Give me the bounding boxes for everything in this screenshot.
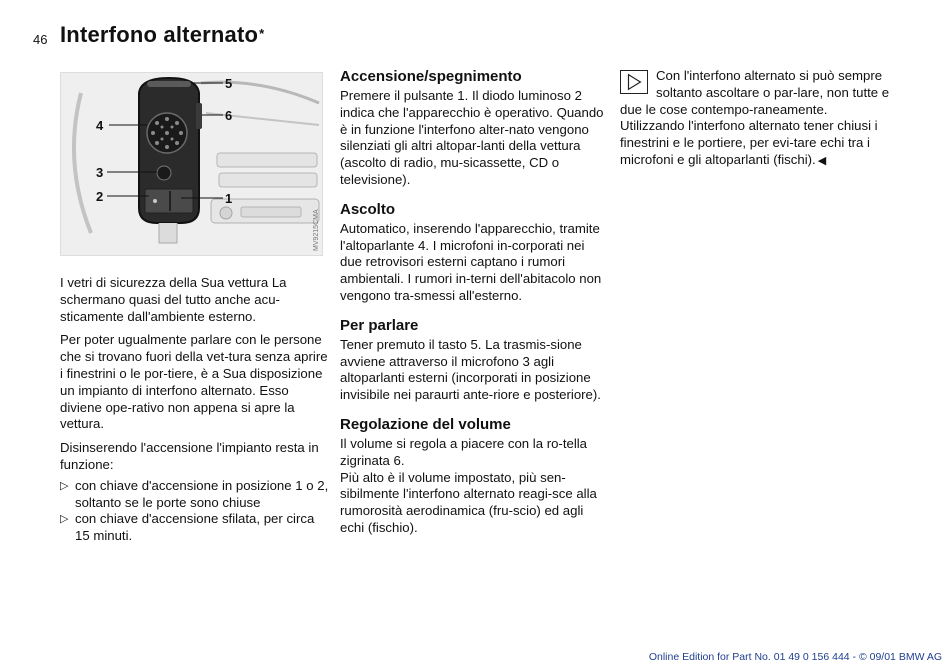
left-column: [60, 275, 330, 545]
section-text: Premere il pulsante 1. Il diodo luminoso 2 indica che l'apparecchio è operativo. Quando è in funzione l'interfono alter-nato vengono silenziati gli altri altopar-lanti della vettura (ascolto di radio, mu-sicassette, CD o televisione).: [340, 88, 604, 187]
callout-6: 6: [225, 108, 233, 123]
callout-4: 4: [96, 118, 104, 133]
note-triangle-icon: [620, 70, 648, 94]
section-heading: Per parlare: [340, 316, 419, 334]
section-per-parlare: [340, 317, 608, 404]
list-item: [60, 478, 330, 512]
list-item-text: con chiave d'accensione sfilata, per circa 15 minuti.: [75, 511, 315, 544]
paragraph: Per poter ugualmente parlare con le persone che si trovano fuori della vet-tura senza aprire i finestrini o le por-tiere, è a Sua disposizione un impianto di interfono alternato. Esso diviene ope-rativo non appena si apre la vettura.: [60, 332, 328, 432]
bullet-list: [60, 478, 330, 545]
right-column: [620, 68, 892, 170]
paragraph: Disinserendo l'accensione l'impianto resta in funzione:: [60, 440, 319, 472]
section-ascolto: [340, 201, 608, 305]
figure-code: MV9215CMA: [313, 209, 320, 251]
callout-3: 3: [96, 165, 104, 180]
callout-1: 1: [225, 191, 233, 206]
title-text: Interfono alternato: [60, 22, 259, 47]
triangle-bullet-icon: ▷: [60, 479, 69, 492]
page-number: 46: [33, 32, 48, 47]
section-heading: Regolazione del volume: [340, 415, 511, 433]
list-item: [60, 511, 330, 545]
end-mark-icon: ◀: [817, 154, 827, 167]
callout-2: 2: [96, 189, 104, 204]
list-item-text: con chiave d'accensione in posizione 1 o 2, soltanto se le porte sono chiuse: [75, 477, 329, 510]
middle-column: [340, 68, 608, 549]
section-volume: [340, 416, 608, 537]
note-text-2: Utilizzando l'interfono alternato tener chiusi i finestrini e le portiere, per evi-tare echi tra i microfoni e gli altoparlanti (fischi).: [620, 118, 878, 167]
paragraph: I vetri di sicurezza della Sua vettura La schermano quasi del tutto anche acu-sticamente dall'ambiente esterno.: [60, 275, 287, 324]
page-title: [60, 22, 264, 48]
note-text: Con l'interfono alternato si può sempre soltanto ascoltare o par-lare, non tutte e due le cose contempo-raneamente.: [620, 68, 890, 117]
title-asterisk: *: [259, 26, 265, 41]
section-text: Automatico, inserendo l'apparecchio, tramite l'altoparlante 4. I microfoni in-corporati nei due retrovisori esterni captano i rumori ambientali. I rumori in-terni dell'abitacolo non vengono tra-smessi all'esterno.: [340, 220, 602, 303]
footer-edition-note: Online Edition for Part No. 01 49 0 156 444 - © 09/01 BMW AG: [648, 651, 942, 663]
section-heading: Accensione/spegnimento: [340, 68, 522, 85]
section-text: Il volume si regola a piacere con la ro-tella zigrinata 6. Più alto è il volume impostato, più sen-sibilmente l'interfono alternato reagi-sce alla rumorosità aerodinamica (fru-scio) ed agli echi (fischio).: [340, 435, 597, 535]
section-accensione: [340, 68, 608, 189]
callout-5: 5: [225, 76, 233, 91]
intercom-control-illustration: [60, 72, 323, 256]
section-text: Tener premuto il tasto 5. La trasmis-sione avviene attraverso il microfono 3 agli altoparlanti esterni (incorporati in posizione invisibile nei paraurti ante-riore e posteriore).: [340, 336, 601, 403]
control-panel-drawing: [61, 73, 322, 255]
triangle-bullet-icon: ▷: [60, 513, 69, 526]
note-text-continued: [620, 118, 892, 169]
section-heading: Ascolto: [340, 200, 396, 218]
